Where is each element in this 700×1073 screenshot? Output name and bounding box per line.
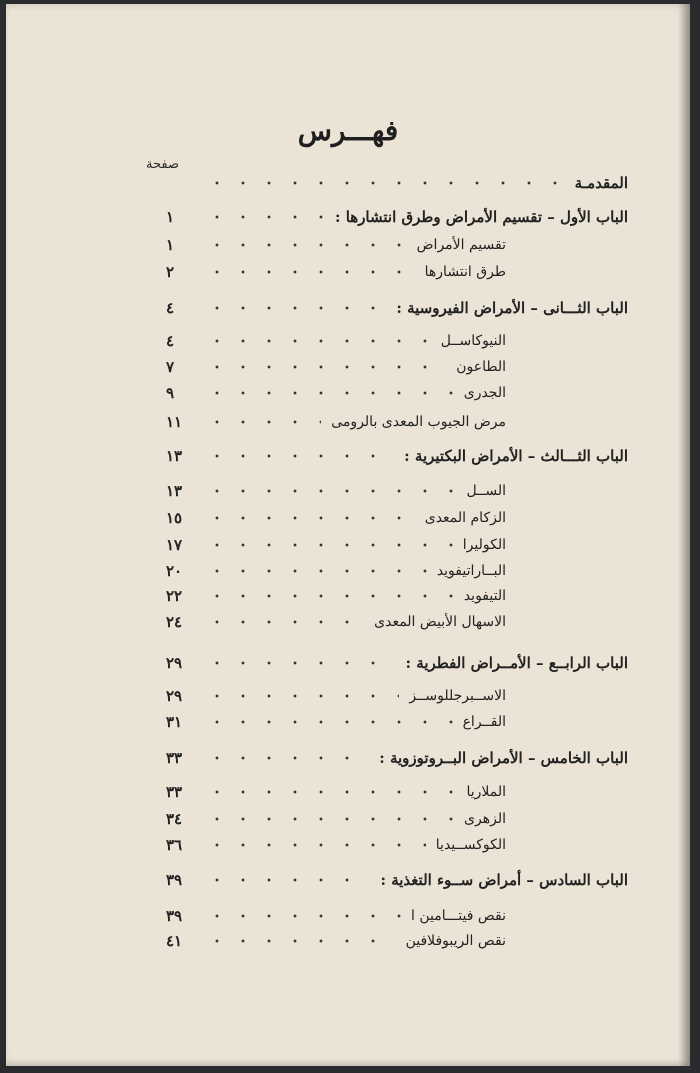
toc-entry-title: الطاعون (456, 359, 506, 375)
toc-entry (166, 904, 628, 928)
toc-entry (166, 584, 628, 608)
dot-leader (204, 516, 415, 520)
page-title: فهـــرس (297, 114, 399, 147)
toc-entry-title: الجدرى (463, 385, 506, 401)
toc-entry-title: الباب الخامس – الأمراض البــروتوزوية : (379, 749, 628, 767)
toc-entry (166, 807, 628, 831)
toc-entry-title: مرض الجيوب المعدى بالرومى (331, 414, 506, 430)
toc-entry (166, 260, 628, 284)
dot-leader (204, 454, 394, 458)
toc-entry-title: الاســبرجللوســز (409, 688, 506, 704)
dot-leader (204, 694, 399, 698)
toc-entry-page: ١ (166, 236, 175, 254)
dot-leader (204, 270, 415, 274)
toc-entry-page: ٢٤ (166, 613, 183, 631)
toc-entry-title: طرق انتشارها (424, 264, 506, 280)
dot-leader (204, 543, 453, 547)
toc-entry-page: ٢ (166, 263, 175, 281)
toc-entry-title: المقدمـة (574, 174, 628, 192)
dot-leader (204, 306, 386, 310)
dot-leader (204, 391, 454, 395)
toc-entry-title: البــاراتيفويد (436, 563, 506, 579)
dot-leader (204, 365, 446, 369)
toc-entry-title: التيفويد (463, 588, 506, 604)
toc-entry-page: ١٣ (166, 447, 183, 465)
dot-leader (204, 790, 456, 794)
toc-entry-page: ٤١ (166, 932, 183, 950)
toc-entry-title: الســل (466, 483, 506, 499)
toc-entry-title: نقص الريبوفلافين (405, 933, 506, 949)
dot-leader (204, 215, 325, 219)
toc-entry-title: الزهرى (464, 811, 506, 827)
toc-entry (166, 684, 628, 708)
toc-entry (166, 559, 628, 583)
dot-leader (204, 817, 454, 821)
toc-entry (166, 205, 628, 229)
toc-entry-page: ٤ (166, 332, 175, 350)
toc-entry-title: الباب الثـــانى – الأمراض الفيروسية : (396, 299, 628, 317)
dot-leader (204, 620, 364, 624)
toc-entry-title: الباب الأول – تقسيم الأمراض وطرق انتشارها : (334, 208, 628, 226)
toc-entry-page: ١١ (166, 413, 183, 431)
dot-leader (204, 594, 454, 598)
toc-entry (166, 355, 628, 379)
toc-entry-page: ٣٤ (166, 810, 183, 828)
toc-entry-title: النيوكاســل (440, 333, 506, 349)
dot-leader (204, 843, 426, 847)
dot-leader (204, 720, 453, 724)
toc-entry-page: ٣٣ (166, 783, 183, 801)
toc-entry-page: ٣٦ (166, 836, 183, 854)
toc-entry-page: ٢٩ (166, 687, 183, 705)
toc-entry (166, 651, 628, 675)
toc-entry-title: الزكام المعدى (424, 510, 506, 526)
dot-leader (204, 569, 427, 573)
toc-entry-page: ٢٠ (166, 562, 183, 580)
toc-entry (166, 533, 628, 557)
dot-leader (204, 181, 565, 185)
dot-leader (204, 489, 457, 493)
toc-entry (166, 868, 628, 892)
toc-entry-title: الباب السادس – أمراض ســوء التغذية : (380, 871, 628, 889)
dot-leader (204, 243, 407, 247)
toc-entry-page: ١ (166, 208, 175, 226)
toc-entry-page: ١٣ (166, 482, 183, 500)
toc-entry-page: ٤ (166, 299, 175, 317)
dot-leader (204, 339, 431, 343)
dot-leader (204, 914, 401, 918)
toc-entry-title: الكوكســيديا (435, 837, 506, 853)
book-page (6, 4, 690, 1066)
toc-entry (166, 410, 628, 434)
toc-entry-page: ٣٣ (166, 749, 183, 767)
toc-entry-page: ١٥ (166, 509, 183, 527)
toc-entry-page: ٧ (166, 358, 175, 376)
toc-entry (166, 444, 628, 468)
toc-entry (166, 479, 628, 503)
dot-leader (204, 939, 396, 943)
toc-entry (166, 296, 628, 320)
dot-leader (204, 420, 321, 424)
toc-entry-title: الاسهال الأبيض المعدى (374, 614, 506, 630)
toc-entry-title: نقص فيتـــامين ا (410, 908, 506, 924)
toc-entry-page: ٩ (166, 384, 175, 402)
toc-entry-title: القــراع (462, 714, 506, 730)
toc-entry (166, 780, 628, 804)
toc-entry-title: الملاريا (466, 784, 506, 800)
toc-entry-page: ١٧ (166, 536, 183, 554)
toc-entry-page: ٣٩ (166, 907, 183, 925)
toc-entry (166, 746, 628, 770)
table-of-contents (6, 4, 690, 1066)
toc-entry (166, 329, 628, 353)
toc-entry (166, 710, 628, 734)
toc-entry-title: تقسيم الأمراض (416, 237, 506, 253)
toc-entry (166, 233, 628, 257)
dot-leader (204, 661, 396, 665)
toc-entry-title: الباب الثـــالث – الأمراض البكتيرية : (404, 447, 628, 465)
toc-entry-title: الباب الرابــع – الأمــراض الفطرية : (405, 654, 628, 672)
toc-entry-page: ٣٩ (166, 871, 183, 889)
toc-entry (166, 171, 628, 195)
toc-entry (166, 506, 628, 530)
page-column-label: صفحة (146, 157, 179, 172)
dot-leader (204, 756, 369, 760)
toc-entry-page: ٢٩ (166, 654, 183, 672)
toc-entry-title: الكوليرا (462, 537, 506, 553)
toc-entry (166, 381, 628, 405)
dot-leader (204, 878, 370, 882)
toc-entry (166, 833, 628, 857)
toc-entry-page: ٢٢ (166, 587, 183, 605)
toc-entry (166, 610, 628, 634)
toc-entry-page: ٣١ (166, 713, 183, 731)
toc-entry (166, 929, 628, 953)
